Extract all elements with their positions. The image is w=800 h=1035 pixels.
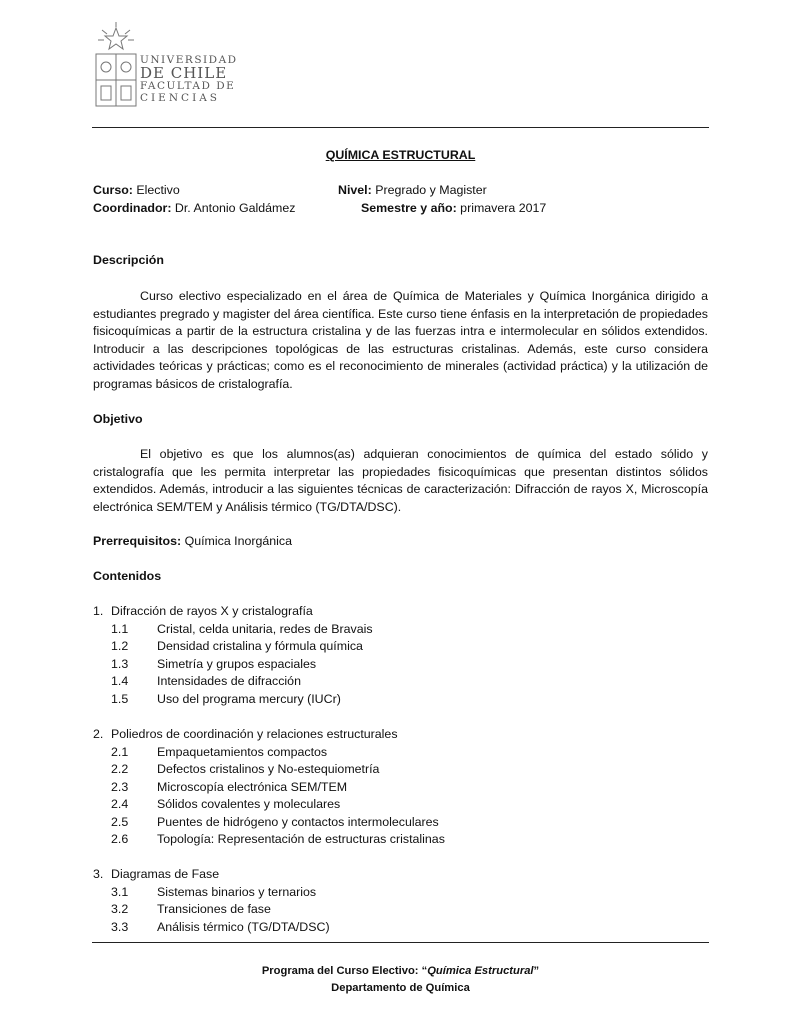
list-item [0,814,800,832]
item-number: 3.3 [111,920,129,934]
coordinador-field [93,200,295,218]
list-item [0,621,800,639]
item-text: Cristal, celda unitaria, redes de Bravais [157,622,373,636]
objetivo-heading: Objetivo [93,412,143,426]
item-number: 2.4 [111,797,129,811]
semestre-value: primavera 2017 [456,201,547,215]
list-item [0,673,800,691]
item-number: 1.4 [111,674,129,688]
item-number: 1.5 [111,692,129,706]
section-number: 2. [93,727,104,741]
coordinador-label: Coordinador: [93,201,172,215]
list-item [0,884,800,902]
item-number: 2.3 [111,780,129,794]
nivel-label: Nivel: [338,183,372,197]
item-number: 2.1 [111,745,129,759]
item-text: Intensidades de difracción [157,674,301,688]
section-number: 1. [93,604,104,618]
logo-line-1: UNIVERSIDAD [140,54,238,66]
item-number: 1.2 [111,639,129,653]
footer-prefix: Programa del Curso Electivo: “ [261,965,428,977]
prerrequisitos-value: Química Inorgánica [181,534,293,548]
descripcion-heading: Descripción [93,253,164,267]
item-number: 3.1 [111,885,129,899]
prerrequisitos-field [93,533,292,551]
footer-rule [92,942,709,943]
item-text: Topología: Representación de estructuras cristalinas [157,832,445,846]
section-heading [0,603,800,621]
list-item [0,901,800,919]
objetivo-text: El objetivo es que los alumnos(as) adquieran conocimientos de química del estado sólido y cristalografía que les permita interpretar las propiedades fisicoquímicas que presentan distintos sólidos extendidos. Además, introducir a las siguientes técnicas de caracterización: Difracción de rayos X, Microscopía electrónica SEM/TEM y Análisis térmico (TG/DTA/DSC). [93,447,708,514]
item-text: Sistemas binarios y ternarios [157,885,317,899]
section-heading [0,866,800,884]
descripcion-text: Curso electivo especializado en el área de Química de Materiales y Química Inorgánica dirigido a estudiantes pregrado y magister del área científica. Este curso tiene énfasis en la interpretación de propiedades fisicoquímicas a partir de la estructura cristalina y de las fuerzas intra e intermolecular en sólidos extendidos. Introducir a las descripciones topológicas de las estructuras cristalinas. Además, este curso considera actividades teóricas y prácticas; como es el reconocimiento de minerales (actividad práctica) y la utilización de programas básicos de cristalografía. [93,289,708,391]
section-title: Difracción de rayos X y cristalografía [111,604,313,618]
section-title: Diagramas de Fase [111,867,220,881]
list-item [0,831,800,849]
item-number: 2.5 [111,815,129,829]
item-text: Análisis térmico (TG/DTA/DSC) [157,920,330,934]
footer-course-title: Química Estructural [427,965,534,977]
curso-field [93,182,180,200]
list-item [0,691,800,709]
logo-wordmark [140,54,238,104]
nivel-value: Pregrado y Magister [371,183,487,197]
contenidos-heading: Contenidos [93,569,162,583]
item-text: Defectos cristalinos y No-estequiometría [157,762,380,776]
semestre-label: Semestre y año: [361,201,457,215]
footer-line-1 [92,963,709,980]
curso-label: Curso: [93,183,133,197]
page-title: QUÍMICA ESTRUCTURAL [325,148,476,162]
list-item [0,744,800,762]
curso-value: Electivo [132,183,180,197]
semestre-field [361,200,546,218]
footer-suffix: ” [533,965,540,977]
item-number: 3.2 [111,902,129,916]
footer-line-2: Departamento de Química [331,982,470,994]
coordinador-value: Dr. Antonio Galdámez [171,201,296,215]
item-text: Empaquetamientos compactos [157,745,328,759]
logo-line-4: CIENCIAS [140,92,220,104]
prerrequisitos-label: Prerrequisitos: [93,534,182,548]
section-heading [0,726,800,744]
item-number: 2.2 [111,762,129,776]
item-number: 1.3 [111,657,129,671]
header-rule [92,127,709,128]
item-number: 2.6 [111,832,129,846]
logo-line-2: DE CHILE [140,64,228,82]
item-text: Microscopía electrónica SEM/TEM [157,780,348,794]
logo-line-3: FACULTAD DE [140,80,236,92]
item-text: Simetría y grupos espaciales [157,657,317,671]
item-number: 1.1 [111,622,129,636]
item-text: Sólidos covalentes y moleculares [157,797,341,811]
item-text: Uso del programa mercury (IUCr) [157,692,341,706]
item-text: Puentes de hidrógeno y contactos intermoleculares [157,815,439,829]
item-text: Densidad cristalina y fórmula química [157,639,363,653]
university-crest-icon [92,22,140,114]
list-item [0,919,800,937]
list-item [0,656,800,674]
section-number: 3. [93,867,104,881]
section-title: Poliedros de coordinación y relaciones estructurales [111,727,398,741]
nivel-field [338,182,487,200]
list-item [0,638,800,656]
list-item [0,796,800,814]
item-text: Transiciones de fase [157,902,271,916]
list-item [0,779,800,797]
list-item [0,761,800,779]
